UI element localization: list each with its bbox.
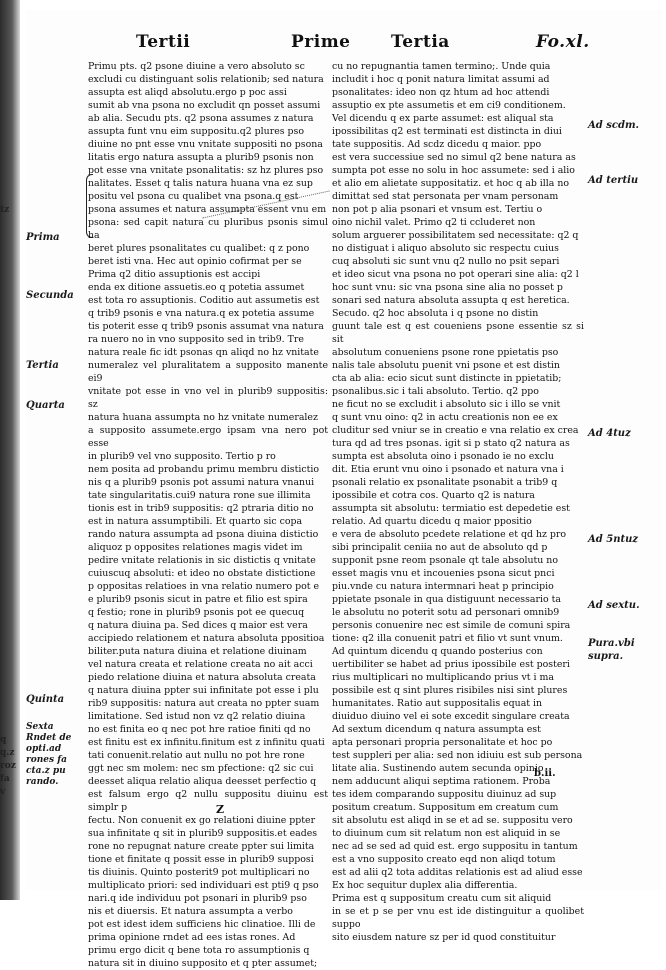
text-line: solum arguerer possibilitatem sed necessitate: q2 q [332, 230, 579, 241]
margin-note: Prima [26, 232, 60, 243]
text-line: sit absolutu est aliqd in se et ad se. suppositu vero [332, 815, 573, 826]
text-line: vnitate pot esse in vno vel in plurib9 suppositis: sz [88, 386, 328, 410]
text-line: supponit psne reom psonale qt tale absolutu no [332, 555, 558, 566]
previous-page-fragment: q [0, 735, 7, 745]
text-line: in plurib9 vel vno supposito. Tertio p ro [88, 451, 276, 462]
text-line: to diuinum cum sit relatum non est aliquid in se [332, 828, 561, 839]
text-line: nari.q ide individuu pot psonari in plurib9 pso [88, 893, 307, 904]
left-text-column [88, 60, 328, 969]
text-line: ppietate psonale in qua distiguunt necessario ta [332, 594, 561, 605]
text-line: pot est idest idem sufficiens hic clinatioe. Illi de [88, 919, 316, 930]
text-line: accipiedo relationem et natura absoluta ppositioa [88, 633, 325, 644]
text-line: q sunt vnu oino: q2 in actu creationis non ee ex [332, 412, 558, 423]
text-line: tati conuenit.relatio aut nullu no pot hre rone [88, 750, 305, 761]
text-line: beret isti vna. Hec aut opinio cofirmat per se [88, 256, 302, 267]
text-line: non pot p alia psonari et vnsum est. Tertiu o [332, 204, 543, 215]
text-line: sua infinitate q sit in plurib9 suppositis.et eades [88, 828, 318, 839]
text-line: includit i hoc q ponit natura limitat assumi ad [332, 74, 550, 85]
text-line: nem posita ad probandu primu membru distictio [88, 464, 320, 475]
text-line: positum creatum. Suppositum em creatum cum [332, 802, 559, 813]
text-line: no est finita eo q nec pot hre ratioe finiti qd no [88, 724, 311, 735]
text-line: tionis est in trib9 suppositis: q2 ptraria ditio no [88, 503, 314, 514]
text-line: positu vel psona cu qualibet vna psona.q est [88, 191, 299, 202]
margin-note: Quinta [26, 694, 65, 705]
text-line: limitatione. Sed istud non vz q2 relatio diuina [88, 711, 306, 722]
header-question: Tertia [391, 32, 450, 52]
text-line: primu ergo dicit q bene tota ro assumptionis q [88, 945, 310, 956]
text-line: cuiuscuq absoluti: et ideo no obstate distictione [88, 568, 316, 579]
previous-page-fragment: q.z [0, 748, 15, 758]
text-line: est finitu est ex infinitu.finitum est z infinitu quati [88, 737, 325, 748]
text-line: est in natura assumptibili. Et quarto sic copa [88, 516, 303, 527]
text-line: ipossibilitas q2 est terminati est distincta in diui [332, 126, 562, 137]
text-line: excludi cu distinguant solis relationib; sed natura [88, 74, 324, 85]
text-line: tura qd ad tres psonas. igit si p stato q2 natura as [332, 438, 570, 449]
text-line: nem adducunt aliqui septima rationem. Proba [332, 776, 551, 787]
margin-note: Ad 5ntuz [588, 534, 639, 545]
text-line: litate alia. Sustinendo autem secunda opinio [332, 763, 544, 774]
margin-note: rando. [26, 777, 59, 787]
text-line: est vera successiue sed no simul q2 bene natura as [332, 152, 576, 163]
text-line: assumpta sit absolutu: termiatio est depedetie est [332, 503, 570, 514]
text-line: psonalitates: ideo non qz htum ad hoc attendi [332, 87, 550, 98]
quire-signature: b.ii. [534, 768, 556, 779]
text-line: test suppleri per alia: sed non idiuiu est sub persona [332, 750, 583, 761]
running-header [136, 32, 656, 56]
text-line: uertibiliter se habet ad prius ipossibile est posteri [332, 659, 570, 670]
margin-note: Ad sextu. [588, 600, 640, 611]
text-line: pedire vnitate relationis in sic distictis q vnitate [88, 555, 316, 566]
previous-page-fragment: v [0, 787, 6, 797]
text-line: enda ex ditione assuetis.eo q potetia assumet [88, 282, 305, 293]
right-text-column [332, 60, 584, 943]
text-line: Primu pts. q2 psone diuine a vero absoluto sc [88, 61, 305, 72]
text-line: e plurib9 psonis sicut in patre et filio est spira [88, 594, 308, 605]
text-line: assuptio ex pte assumetis et em ci9 conditionem. [332, 100, 566, 111]
text-line: pot esse vna vnitate psonalitatis: sz hz plures pso [88, 165, 324, 176]
text-line: natura reale fic idt psonas qn aliqd no hz vnitate [88, 347, 319, 358]
text-line: cluditur sed vniur se in creatio e vna relatio ex crea [332, 425, 579, 436]
text-line: Ex hoc sequitur duplex alia differentia. [332, 880, 518, 891]
text-line: est tota ro assuptionis. Coditio aut assumetis est [88, 295, 320, 306]
text-line: sonari sed natura absoluta assupta q est heretica. [332, 295, 570, 306]
text-line: rius multiplicari no multiplicando prius vt i ma [332, 672, 554, 683]
text-line: assupta funt vnu eim suppositu.q2 plures pso [88, 126, 305, 137]
text-line: nis q a plurib9 psonis pot assumi natura vnanui [88, 477, 315, 488]
margin-note: rones fa [26, 755, 67, 765]
text-line: est falsum ergo q2 nullu suppositu diuinu est simplr p [88, 789, 328, 813]
text-line: et alio em alietate suppositatiz. et hoc q ab illa no [332, 178, 570, 189]
text-line: fectu. Non conuenit ex go relationi diuine ppter [88, 815, 316, 826]
text-line: Ad sextum dicendum q natura assumpta est [332, 724, 541, 735]
text-line: dit. Etia erunt vnu oino i psonado et natura vna i [332, 464, 564, 475]
text-line: deesset aliqua relatio aliqua deesset perfectio q [88, 776, 317, 787]
text-line: hoc sunt vnu: sic vna psona sine alia no posset p [332, 282, 563, 293]
text-line: q festio; rone in plurib9 psonis pot ee quecuq [88, 607, 305, 618]
text-line: diuiduo diuino vel ei sote excedit singulare creata [332, 711, 570, 722]
text-line: sibi principalit ceniia no aut de absoluto qd p [332, 542, 548, 553]
margin-note: Pura.vbi [588, 638, 635, 649]
text-line: Secudo. q2 hoc absoluta i q psone no distin [332, 308, 539, 319]
text-line: Prima est q suppositum creatu cum sit aliquid [332, 893, 552, 904]
text-line: sito eiusdem nature sz per id quod constituitur [332, 932, 556, 943]
text-line: prima opinione rndet ad ees istas rones. Ad [88, 932, 296, 943]
text-line: ab alia. Secudu pts. q2 psona assumes z natura [88, 113, 314, 124]
text-line: e vera de absoluto pcedete relatione et qd hz pro [332, 529, 567, 540]
text-line: nis et diuersis. Et natura assumpta a verbo [88, 906, 293, 917]
margin-note: Ad tertiu [588, 175, 639, 186]
book-page [26, 10, 662, 969]
text-line: vel natura creata et relatione creata no ait acci [88, 659, 313, 670]
text-line: piu.vnde cu natura intermnari heat p principio [332, 581, 554, 592]
text-line: nalitates. Esset q talis natura huana vna ez sup [88, 178, 313, 189]
previous-page-fragment: tz [0, 205, 10, 215]
text-line: tate singularitatis.cui9 natura rone sue illimita [88, 490, 311, 501]
text-line: Ad quintum dicendu q quando posterius con [332, 646, 543, 657]
margin-note: supra. [588, 651, 624, 662]
text-line: q natura diuina ppter sui infinitate pot esse i plu [88, 685, 319, 696]
text-line: sumit ab vna psona no excludit qn posset assumi [88, 100, 321, 111]
text-line: ggt nec sm molem: nec sm pfectione: q2 sic cui [88, 763, 314, 774]
left-margin-notes [26, 60, 92, 787]
margin-note: cta.z pu [26, 766, 66, 776]
margin-note: Secunda [26, 290, 74, 301]
text-line: tis diuinis. Quinto posterit9 pot multiplicari no [88, 867, 310, 878]
text-line: psona: sed capit natura cu pluribus psonis simul ha [88, 217, 328, 241]
text-line: tione: q2 illa conuenit patri et filio vt sunt vnum. [332, 633, 563, 644]
text-line: cu no repugnantia tamen termino;. Unde quia [332, 61, 551, 72]
text-line: nalis tale absolutu puenit vni psone et est distin [332, 360, 560, 371]
text-line: natura sit in diuino supposito et q pter assumet; [88, 958, 318, 969]
text-line: tes idem comparando suppositu diuinuz ad sup [332, 789, 557, 800]
text-line: ipossibile et cotra cos. Quarto q2 is natura [332, 490, 535, 501]
text-line: Prima q2 ditio assuptionis est accipi [88, 269, 261, 280]
text-line: guunt tale est q est coueniens psone essentie sz si sit [332, 321, 584, 345]
text-line: biliter.puta natura diuina et relatione diuinam [88, 646, 307, 657]
text-line: personis conuenire nec est simile de comuni spira [332, 620, 571, 631]
text-line: est ad alii q2 tota additas relationis est ad aliud esse [332, 867, 583, 878]
previous-page-fragment: roz [0, 761, 16, 771]
text-line: possibile est q sint plures risibiles nisi sint plures [332, 685, 568, 696]
text-line: est a vno supposito creato eqd non aliqd totum [332, 854, 556, 865]
text-line: psona assumes et natura assumpta essent vnu em [88, 204, 327, 215]
text-line: beret plures psonalitates cu qualibet: q z pono [88, 243, 310, 254]
text-line: multiplicato priori: sed individuari est pti9 q pso [88, 880, 319, 891]
margin-note: Ad scdm. [588, 120, 640, 131]
text-line: dimittat sed stat personata per vnam personam [332, 191, 559, 202]
margin-note: Ad 4tuz [588, 428, 631, 439]
text-line: oino nichil valet. Primo q2 ti ccluderet non [332, 217, 536, 228]
text-line: aliquoz p opposites relationes magis videt im [88, 542, 303, 553]
text-line: diuine no pnt esse vnu vnitate suppositi no psona [88, 139, 323, 150]
text-line: rando natura assumpta ad psona diuina distictio [88, 529, 319, 540]
margin-note: Sexta [26, 722, 54, 732]
text-line: no distiguat i aliquo absoluto sic respectu cuius [332, 243, 559, 254]
text-line: relatio. Ad quartu dicedu q maior ppositio [332, 516, 532, 527]
text-line: p oppositas relatioes in vna relatio numero pot e [88, 581, 320, 592]
text-line: cta ab alia: ecio sicut sunt distincte in ppietatib; [332, 373, 562, 384]
text-line: ne ficut no se excludit i absoluto sic i illo se vnit [332, 399, 561, 410]
text-line: esset magis vnu et incouenies psona sicut pnci [332, 568, 555, 579]
text-line: numeralez vel pluralitatem a supposito manente ei9 [88, 360, 328, 384]
text-line: q natura diuina pa. Sed dices q maior est vera [88, 620, 308, 631]
text-line: litatis ergo natura assupta a plurib9 psonis non [88, 152, 314, 163]
text-line: tis poterit esse q trib9 psonis assumat vna natura [88, 321, 324, 332]
text-line: sumpta est absoluta oino i psonado ie no exclu [332, 451, 554, 462]
text-line: apta personari propria personalitate et hoc po [332, 737, 553, 748]
text-line: sumpta pot esse no solu in hoc assumete: sed i alio [332, 165, 575, 176]
margin-note: opti.ad [26, 744, 62, 754]
folio-number: Fo.xl. [536, 32, 590, 52]
text-line: piedo relatione diuina et natura absoluta creata [88, 672, 316, 683]
text-line: tate suppositis. Ad scdz dicedu q maior. ppo [332, 139, 542, 150]
text-line: rone no repugnat nature create ppter sui limita [88, 841, 315, 852]
text-line: ra nuero no in vno supposito sed in trib9. Tre [88, 334, 304, 345]
text-line: cuq absoluti sic sunt vnu q2 nullo no psit separi [332, 256, 560, 267]
text-line: le absolutu no poterit sotu ad personari omnib9 [332, 607, 560, 618]
right-margin-notes [588, 60, 660, 780]
text-line: rib9 suppositis: natura aut creata no ppter suam [88, 698, 320, 709]
text-line: tione et finitate q possit esse in plurib9 supposi [88, 854, 314, 865]
text-line: absolutum conueniens psone rone ppietatis pso [332, 347, 559, 358]
text-line: Vel dicendu q ex parte assumet: est aliqual sta [332, 113, 554, 124]
margin-note: Tertia [26, 360, 59, 371]
signature-mark: Z [216, 803, 225, 816]
text-line: nec ad se sed ad quid est. ergo suppositu in tantum [332, 841, 578, 852]
text-line: psonali relatio ex psonalitate psonabit a trib9 q [332, 477, 558, 488]
previous-page-fragment: fa [0, 774, 10, 784]
text-line: natura huana assumpta no hz vnitate numeralez [88, 412, 318, 423]
text-line: assupta est aliqd absolutu.ergo p poc assi [88, 87, 287, 98]
header-section: Prime [291, 32, 351, 52]
text-line: humanitates. Ratio aut suppositalis equat in [332, 698, 543, 709]
text-line: in se et p se per vnu est ide distinguitur a quolibet suppo [332, 906, 584, 930]
margin-note: Quarta [26, 400, 65, 411]
header-book: Tertii [136, 32, 191, 52]
text-line: a supposito assumete.ergo ipsam vna nero pot esse [88, 425, 328, 449]
margin-note: Rndet de [26, 733, 72, 743]
text-line: et ideo sicut vna psona no pot operari sine alia: q2 l [332, 269, 579, 280]
text-line: psonalibus.sic i tali absoluto. Tertio. q2 ppo [332, 386, 539, 397]
text-line: q trib9 psonis e vna natura.q ex potetia assume [88, 308, 315, 319]
